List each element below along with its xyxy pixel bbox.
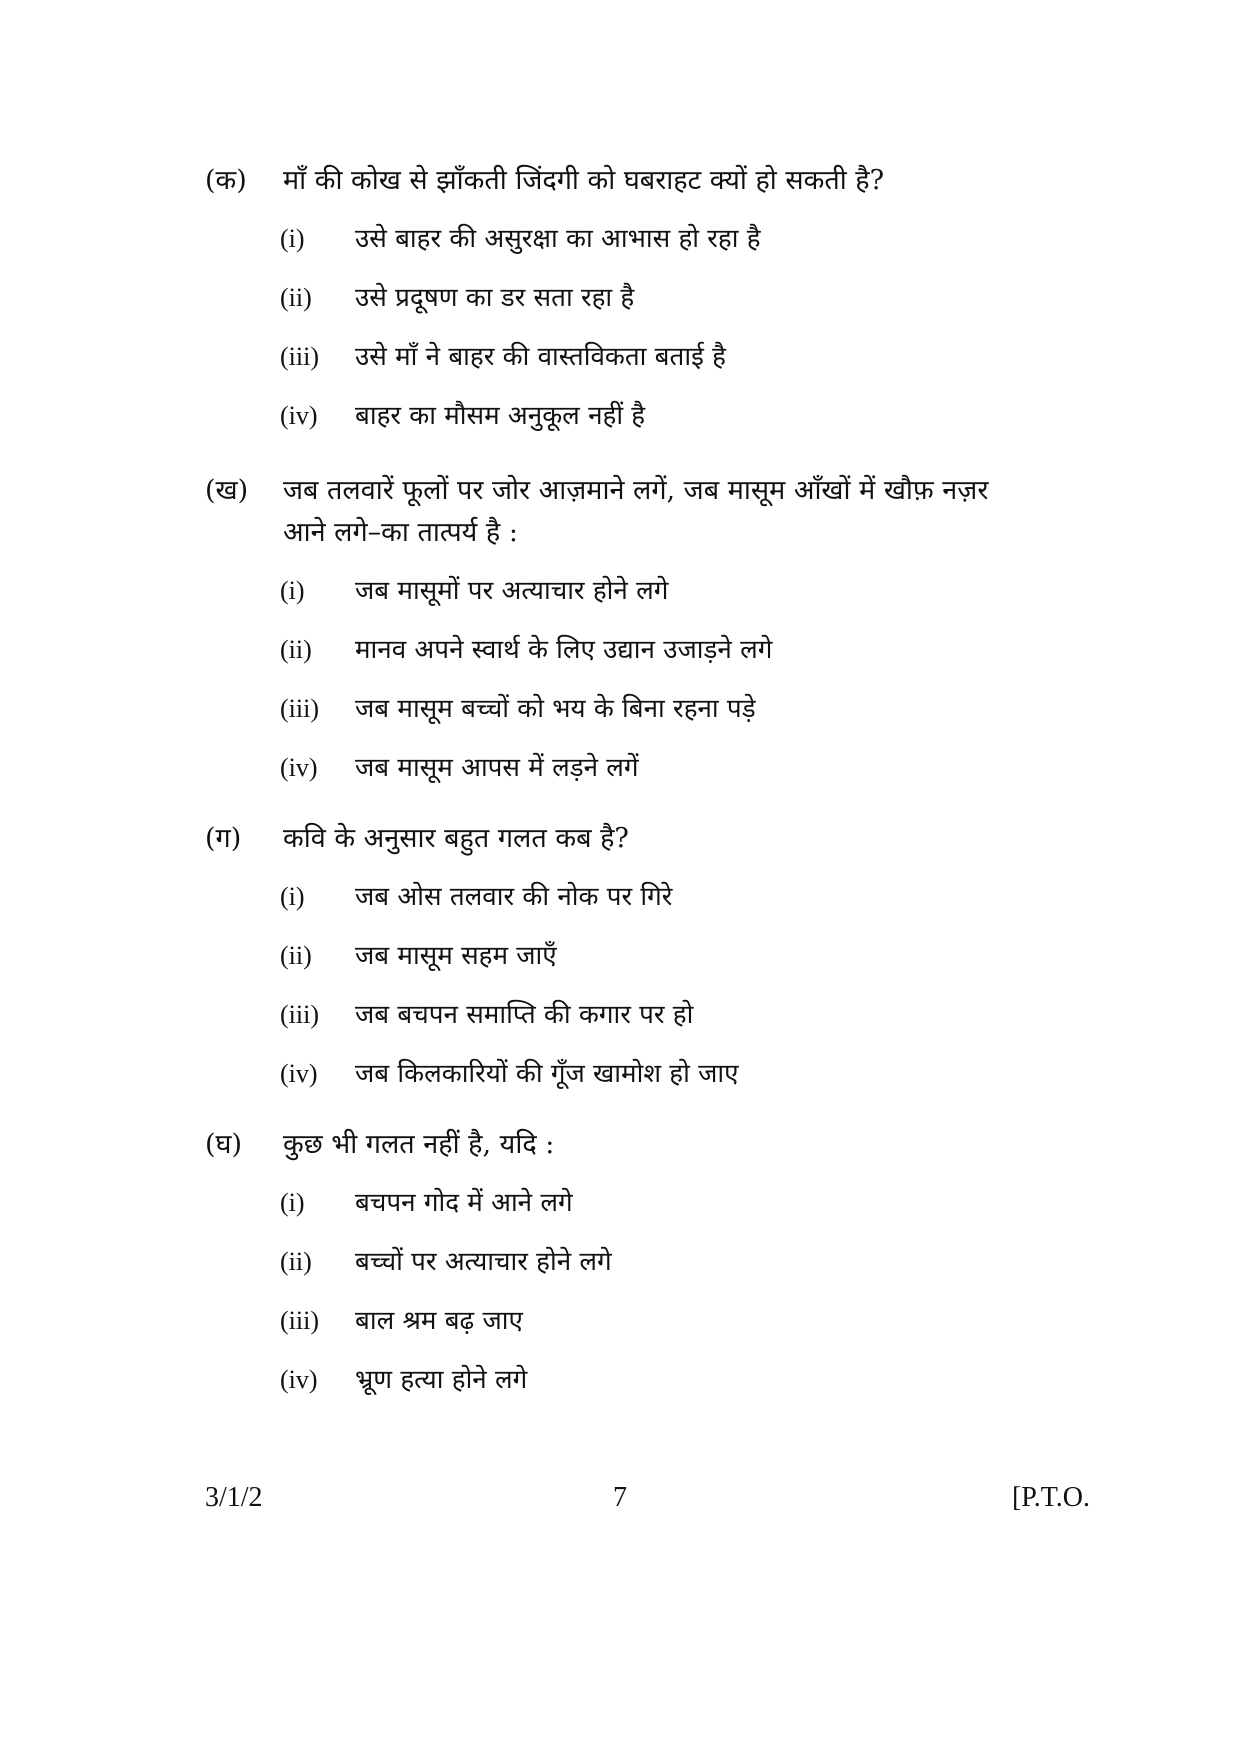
option-number: (i) [280, 224, 305, 253]
option-text: उसे माँ ने बाहर की वास्तविकता बताई है [355, 342, 726, 372]
option-text: जब बचपन समाप्ति की कगार पर हो [355, 1000, 694, 1030]
option-text: जब किलकारियों की गूँज खामोश हो जाए [355, 1059, 739, 1089]
option-text: भ्रूण हत्या होने लगे [355, 1365, 528, 1395]
option-item [280, 1241, 1035, 1283]
option-number: (ii) [280, 635, 312, 664]
option-number: (ii) [280, 941, 312, 970]
option-item [280, 1182, 1035, 1224]
question-kha [205, 470, 1035, 806]
question-label: (ख) [205, 475, 249, 506]
question-text: कवि के अनुसार बहुत गलत कब है? [283, 823, 629, 854]
option-number: (iii) [280, 1306, 319, 1335]
page-footer [0, 1478, 1240, 1518]
option-number: (iii) [280, 1000, 319, 1029]
option-text: उसे प्रदूषण का डर सता रहा है [355, 283, 635, 313]
question-label: (घ) [205, 1129, 243, 1160]
option-text: जब मासूम सहम जाएँ [355, 941, 557, 971]
question-text: जब तलवारें फूलों पर जोर आज़माने लगें, जब मासूम आँखों में खौफ़ नज़र आने लगे–का तात्पर्य है : [283, 475, 989, 548]
question-label: (क) [205, 165, 247, 196]
option-text: बाल श्रम बढ़ जाए [355, 1306, 523, 1336]
option-number: (iii) [280, 342, 319, 371]
option-item [280, 1359, 1035, 1401]
option-number: (i) [280, 576, 305, 605]
option-list [205, 570, 1035, 789]
option-text: जब ओस तलवार की नोक पर गिरे [355, 882, 673, 912]
question-ga [205, 818, 1035, 1112]
option-number: (i) [280, 882, 305, 911]
question-stem [205, 160, 1035, 202]
option-item [280, 395, 1035, 437]
option-item [280, 747, 1035, 789]
option-list [205, 876, 1035, 1095]
option-number: (iv) [280, 401, 318, 430]
option-number: (ii) [280, 1247, 312, 1276]
option-item [280, 336, 1035, 378]
option-number: (iii) [280, 694, 319, 723]
option-item [280, 876, 1035, 918]
option-number: (iv) [280, 1059, 318, 1088]
option-list [205, 218, 1035, 437]
question-text: कुछ भी गलत नहीं है, यदि : [283, 1129, 555, 1160]
option-text: जब मासूमों पर अत्याचार होने लगे [355, 576, 669, 606]
option-item [280, 1300, 1035, 1342]
option-number: (i) [280, 1188, 305, 1217]
option-item [280, 629, 1035, 671]
option-item [280, 1053, 1035, 1095]
question-stem [205, 470, 1035, 554]
option-text: बच्चों पर अत्याचार होने लगे [355, 1247, 612, 1277]
option-text: बचपन गोद में आने लगे [355, 1188, 573, 1218]
question-gha [205, 1124, 1035, 1418]
question-stem [205, 818, 1035, 860]
please-turn-over-note: [P.T.O. [1011, 1482, 1090, 1513]
option-item [280, 688, 1035, 730]
option-item [280, 218, 1035, 260]
option-text: जब मासूम बच्चों को भय के बिना रहना पड़े [355, 694, 756, 724]
option-item [280, 277, 1035, 319]
option-item [280, 935, 1035, 977]
paper-code: 3/1/2 [205, 1482, 263, 1513]
question-text: माँ की कोख से झाँकती जिंदगी को घबराहट क्यों हो सकती है? [283, 165, 885, 196]
question-stem [205, 1124, 1035, 1166]
option-text: मानव अपने स्वार्थ के लिए उद्यान उजाड़ने लगे [355, 635, 773, 665]
option-item [280, 570, 1035, 612]
option-text: जब मासूम आपस में लड़ने लगें [355, 753, 639, 783]
option-item [280, 994, 1035, 1036]
question-label: (ग) [205, 823, 242, 854]
option-text: बाहर का मौसम अनुकूल नहीं है [355, 401, 646, 431]
question-ka [205, 160, 1035, 454]
option-number: (iv) [280, 1365, 318, 1394]
option-number: (ii) [280, 283, 312, 312]
page-number: 7 [613, 1482, 627, 1513]
option-text: उसे बाहर की असुरक्षा का आभास हो रहा है [355, 224, 761, 254]
option-list [205, 1182, 1035, 1401]
option-number: (iv) [280, 753, 318, 782]
